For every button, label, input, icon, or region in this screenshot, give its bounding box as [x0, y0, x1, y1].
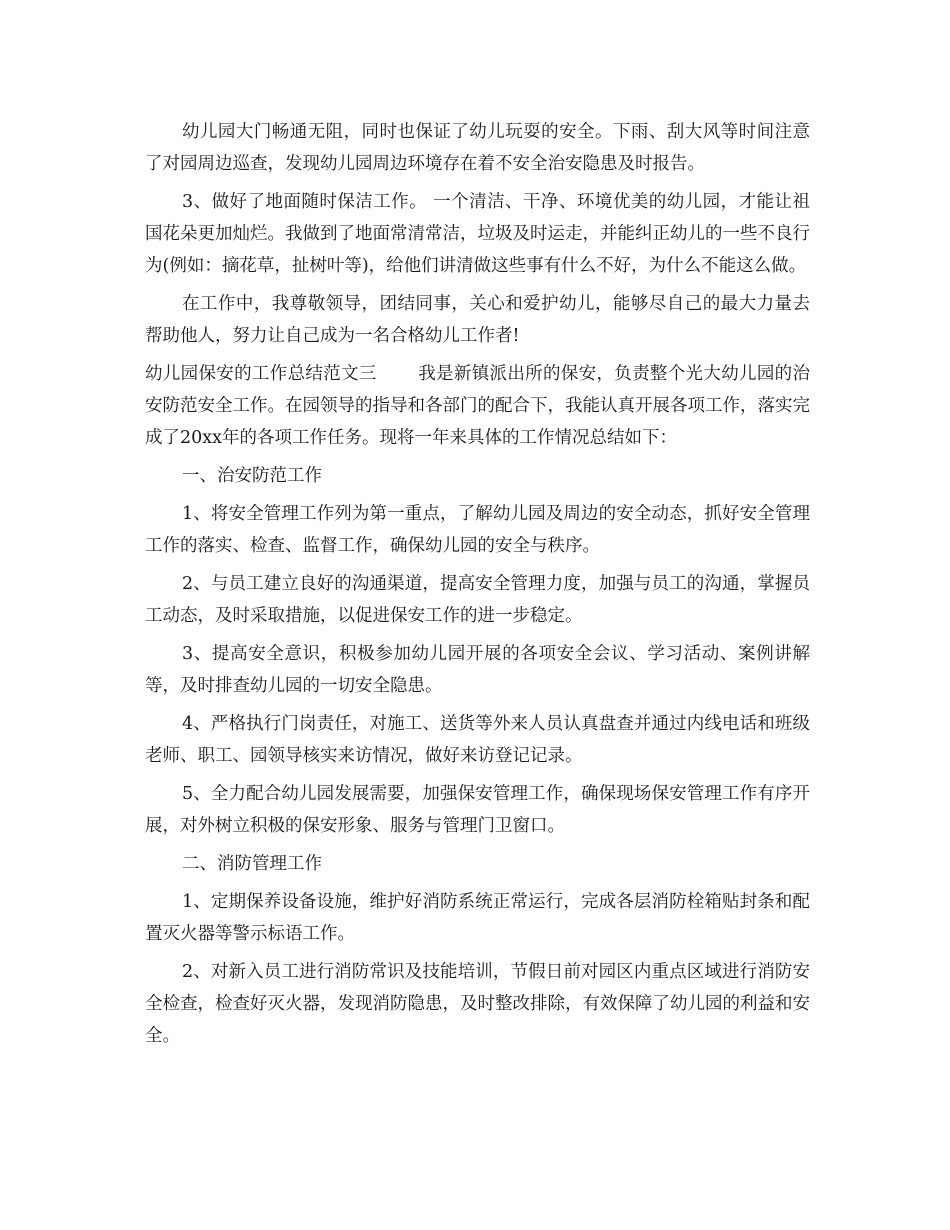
list-item: 2、与员工建立良好的沟通渠道，提高安全管理力度，加强与员工的沟通，掌握员工动态，及时采取措施，以促进保安工作的进一步稳定。	[145, 574, 810, 626]
list-item: 5、全力配合幼儿园发展需要，加强保安管理工作，确保现场保安管理工作有序开展，对外树立积极的保安形象、服务与管理门卫窗口。	[145, 784, 810, 836]
paragraph: 3、做好了地面随时保洁工作。 一个清洁、干净、环境优美的幼儿园，才能让祖国花朵更加灿烂。我做到了地面常清常洁，垃圾及时运走，并能纠正幼儿的一些不良行为(例如：摘花草，扯树叶等)，给他们讲清做这些事有什么不好，为什么不能这么做。	[145, 192, 810, 276]
section-heading: 二、消防管理工作	[182, 854, 322, 874]
list-item: 3、提高安全意识，积极参加幼儿园开展的各项安全会议、学习活动、案例讲解等，及时排查幼儿园的一切安全隐患。	[145, 644, 810, 696]
list-item: 1、将安全管理工作列为第一重点，了解幼儿园及周边的安全动态，抓好安全管理工作的落实、检查、监督工作，确保幼儿园的安全与秩序。	[145, 504, 810, 556]
list-item: 4、严格执行门岗责任，对施工、送货等外来人员认真盘查并通过内线电话和班级老师、职工、园领导核实来访情况，做好来访登记记录。	[145, 714, 810, 766]
document-body	[145, 116, 810, 1058]
list-item: 1、定期保养设备设施，维护好消防系统正常运行，完成各层消防栓箱贴封条和配置灭火器等警示标语工作。	[145, 892, 810, 944]
section-title-paragraph: 幼儿园保安的工作总结范文三 我是新镇派出所的保安，负责整个光大幼儿园的治安防范安全工作。在园领导的指导和各部门的配合下，我能认真开展各项工作，落实完成了20xx年的各项工作任务。现将一年来具体的工作情况总结如下：	[145, 364, 810, 448]
list-item: 2、对新入员工进行消防常识及技能培训，节假日前对园区内重点区域进行消防安全检查，检查好灭火器，发现消防隐患，及时整改排除，有效保障了幼儿园的利益和安全。	[145, 962, 810, 1046]
paragraph: 幼儿园大门畅通无阻，同时也保证了幼儿玩耍的安全。下雨、刮大风等时间注意了对园周边巡查，发现幼儿园周边环境存在着不安全治安隐患及时报告。	[145, 122, 810, 174]
paragraph: 在工作中，我尊敬领导，团结同事，关心和爱护幼儿，能够尽自己的最大力量去帮助他人，努力让自己成为一名合格幼儿工作者!	[145, 294, 810, 346]
section-heading: 一、治安防范工作	[182, 466, 322, 486]
